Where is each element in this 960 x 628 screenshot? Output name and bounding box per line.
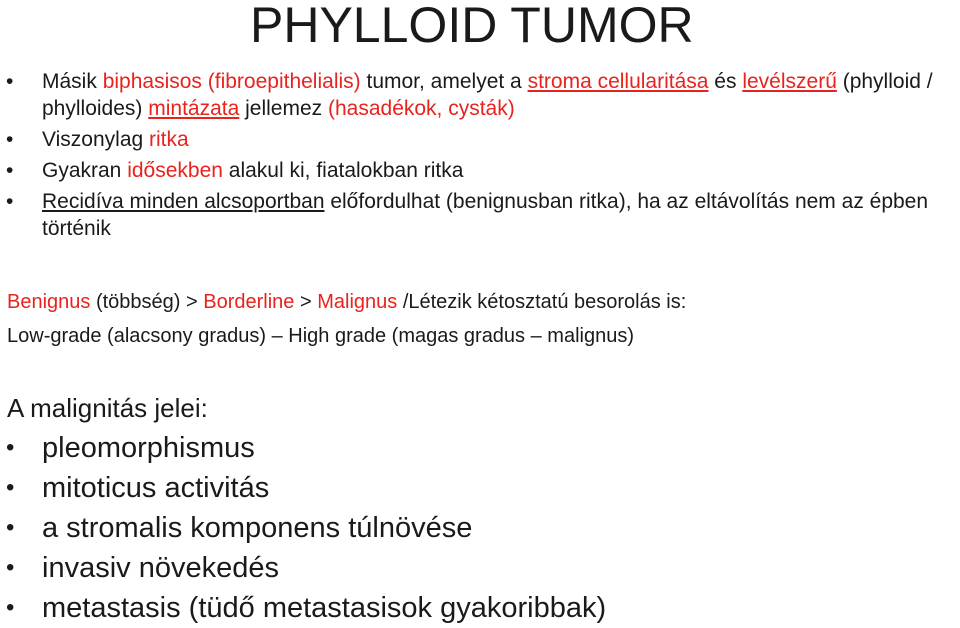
bullet-item-frequency xyxy=(0,126,960,153)
malignancy-sign-item xyxy=(0,548,960,588)
malignancy-sign-item xyxy=(0,588,960,628)
text-run: Viszonylag xyxy=(42,128,150,151)
text-run: biphasisos (fibroepithelialis) xyxy=(102,70,361,93)
text-run: idősekben xyxy=(127,159,223,182)
text-run: Gyakran xyxy=(42,159,128,182)
bullet-text xyxy=(42,190,928,240)
bullet-glyph: • xyxy=(6,474,15,501)
malignancy-sign-item xyxy=(0,508,960,548)
bullet-glyph: • xyxy=(6,159,14,182)
text-run: tumor, amelyet a xyxy=(360,70,528,93)
text-run: (többség) > xyxy=(90,291,204,313)
text-run: levélszerű xyxy=(742,70,837,93)
bullet-glyph: • xyxy=(6,434,15,461)
malignancy-sign-item xyxy=(0,468,960,508)
bullet-glyph: • xyxy=(6,128,14,151)
bullet-glyph: • xyxy=(6,594,15,621)
slide-title: PHYLLOID TUMOR xyxy=(250,0,694,53)
intro-bullet-list xyxy=(0,68,960,246)
malignancy-sign-item xyxy=(0,428,960,468)
text-run: Másik xyxy=(42,70,103,93)
malignancy-sign-text: metastasis (tüdő metastasisok gyakoribbak) xyxy=(42,592,607,624)
text-run: (hasadékok, cysták) xyxy=(327,97,515,120)
text-run: (phylloid / phylloides) xyxy=(42,70,933,120)
text-run: előfordulhat (benignusban ritka), ha az eltávolítás nem az épben történik xyxy=(42,190,929,240)
text-run: stroma cellularitása xyxy=(527,70,709,93)
text-run: Recidíva minden alcsoportban xyxy=(42,190,325,213)
bullet-item-definition xyxy=(0,68,960,122)
bullet-glyph: • xyxy=(6,70,14,93)
malignancy-sign-list xyxy=(0,428,960,628)
bullet-glyph: • xyxy=(6,554,15,581)
bullet-glyph: • xyxy=(6,190,14,213)
malignancy-sign-text: mitoticus activitás xyxy=(42,472,270,504)
bullet-item-age xyxy=(0,157,960,184)
text-run: /Létezik kétosztatú besorolás is: xyxy=(397,291,687,313)
classification-line-1 xyxy=(7,289,686,315)
text-run: jellemez xyxy=(239,97,328,120)
text-run: Borderline xyxy=(203,291,295,313)
text-run: alakul ki, fiatalokban ritka xyxy=(222,159,464,182)
bullet-item-recurrence xyxy=(0,188,960,242)
text-run: Benignus xyxy=(7,291,91,313)
text-run: Malignus xyxy=(317,291,398,313)
bullet-text xyxy=(42,128,189,151)
text-run: és xyxy=(708,70,743,93)
bullet-text xyxy=(42,159,463,182)
text-run: mintázata xyxy=(148,97,240,120)
malignancy-heading: A malignitás jelei: xyxy=(7,393,208,423)
text-run: ritka xyxy=(149,128,189,151)
malignancy-sign-text: invasiv növekedés xyxy=(42,552,279,584)
text-run: > xyxy=(294,291,318,313)
malignancy-sign-text: a stromalis komponens túlnövése xyxy=(42,512,473,544)
classification-line-2: Low-grade (alacsony gradus) – High grade (magas gradus – malignus) xyxy=(7,325,634,347)
malignancy-sign-text: pleomorphismus xyxy=(42,432,255,464)
bullet-glyph: • xyxy=(6,514,15,541)
bullet-text xyxy=(42,70,933,120)
